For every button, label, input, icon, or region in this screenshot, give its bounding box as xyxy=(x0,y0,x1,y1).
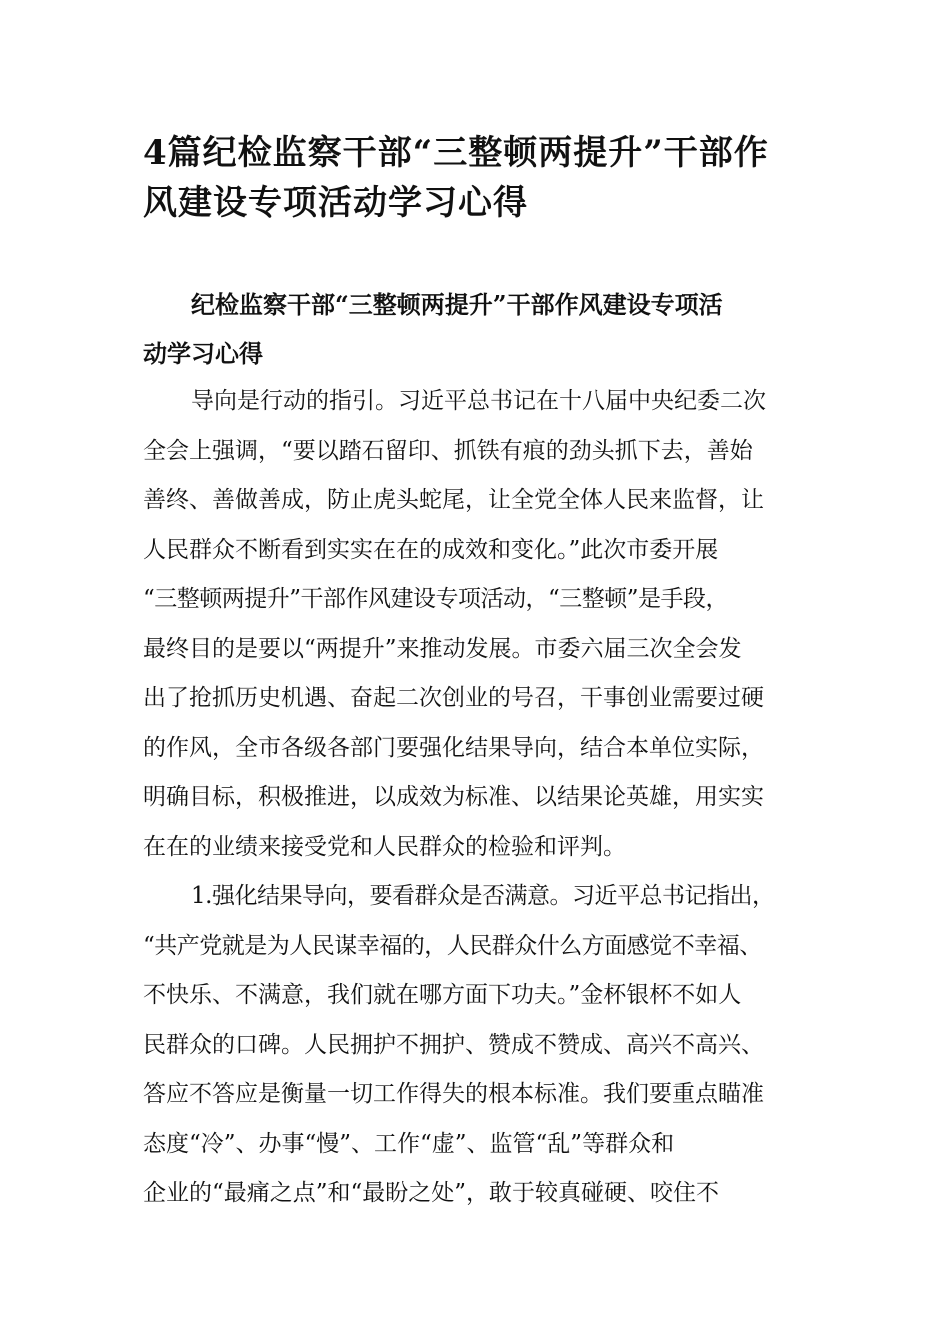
paragraph-line: 导向是行动的指引。习近平总书记在十八届中央纪委二次 xyxy=(191,388,766,414)
document-title-line: 4篇纪检监察干部“三整顿两提升”干部作 xyxy=(143,133,769,173)
paragraph-line: 在在的业绩来接受党和人民群众的检验和评判。 xyxy=(143,833,626,860)
paragraph-line: 民群众的口碑。人民拥护不拥护、赞成不赞成、高兴不高兴、 xyxy=(143,1031,764,1058)
paragraph-line: 善终、善做善成，防止虎头蛇尾，让全党全体人民来监督，让 xyxy=(143,487,764,513)
document-title xyxy=(143,128,823,228)
document-title-line: 风建设专项活动学习心得 xyxy=(143,183,528,223)
paragraph-line: 最终目的是要以“两提升”来推动发展。市委六届三次全会发 xyxy=(143,635,742,662)
section-heading-line: 动学习心得 xyxy=(143,339,263,368)
paragraph-line: 态度“冷”、办事“慢”、工作“虚”、监管“乱”等群众和 xyxy=(143,1130,675,1157)
paragraph-line: 出了抢抓历史机遇、奋起二次创业的号召，干事创业需要过硬 xyxy=(143,685,764,711)
paragraph-line: 人民群众不断看到实实在在的成效和变化。”此次市委开展 xyxy=(143,536,719,563)
paragraph-line: “共产党就是为人民谋幸福的，人民群众什么方面感觉不幸福、 xyxy=(143,932,762,959)
paragraph-line: 1.强化结果导向，要看群众是否满意。习近平总书记指出， xyxy=(191,883,775,909)
section-heading xyxy=(143,280,823,378)
paragraph-line: “三整顿两提升”干部作风建设专项活动，“三整顿”是手段， xyxy=(143,586,729,612)
body-text xyxy=(143,377,833,1219)
paragraph-line: 的作风，全市各级各部门要强化结果导向，结合本单位实际， xyxy=(143,734,764,761)
paragraph-line: 明确目标，积极推进，以成效为标准、以结果论英雄，用实实 xyxy=(143,784,764,810)
paragraph-line: 企业的“最痛之点”和“最盼之处”，敢于较真碰硬、咬住不 xyxy=(143,1180,720,1206)
paragraph-line: 不快乐、不满意，我们就在哪方面下功夫。”金杯银杯不如人 xyxy=(143,982,742,1008)
section-heading-line: 纪检监察干部“三整顿两提升”干部作风建设专项活 xyxy=(191,290,723,319)
paragraph-line: 答应不答应是衡量一切工作得失的根本标准。我们要重点瞄准 xyxy=(143,1081,764,1107)
paragraph-line: 全会上强调，“要以踏石留印、抓铁有痕的劲头抓下去，善始 xyxy=(143,437,753,464)
